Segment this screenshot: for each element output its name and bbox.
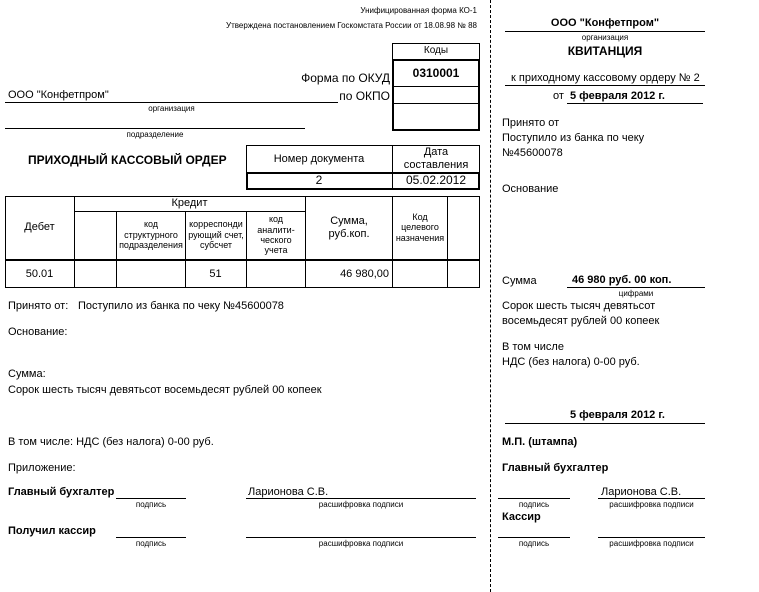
credit-header: Кредит (171, 197, 208, 210)
chief-accountant-label: Главный бухгалтер (8, 486, 115, 498)
unified-form-label: Унифицированная форма КО-1 (360, 6, 477, 15)
approval-note: Утверждена постановлением Госкомстата России от 18.08.98 № 88 (226, 21, 477, 30)
attachment-label: Приложение: (8, 462, 76, 474)
accepted-from-label: Принято от: (8, 300, 69, 312)
order-title: ПРИХОДНЫЙ КАССОВЫЙ ОРДЕР (28, 153, 227, 167)
organization-name: ООО "Конфетпром" (8, 89, 109, 101)
chief-accountant-name: Ларионова С.В. (248, 486, 329, 498)
analytic-code-header: код аналити-ческого учета (257, 214, 295, 256)
receipt-accepted-from-label: Принято от (502, 117, 560, 129)
cashier-received-label: Получил кассир (8, 525, 96, 537)
codes-label: Коды (423, 45, 449, 56)
accepted-from: Поступило из банка по чеку №45600078 (78, 300, 284, 312)
row-sum: 46 980,00 (340, 268, 389, 281)
doc-date-label: Дата составления (403, 146, 469, 171)
receipt-cashier-decoding-caption: расшифровка подписи (609, 539, 694, 548)
struct-code-header: код структурного подразделения (119, 219, 183, 251)
stamp-label: М.П. (штампа) (502, 436, 578, 448)
receipt-date-bottom: 5 февраля 2012 г. (570, 409, 665, 421)
receipt-sum-label: Сумма (502, 275, 537, 287)
receipt-sum-in-words: Сорок шесть тысяч девятьсот восемьдесят рублей 00 копеек (502, 300, 660, 327)
sum-header: Сумма, руб.коп. (328, 214, 370, 240)
receipt-order-reference: к приходному кассовому ордеру № 2 (511, 72, 700, 84)
receipt-title: КВИТАНЦИЯ (567, 44, 643, 58)
chief-signature-caption: подпись (135, 500, 167, 509)
basis-label: Основание: (8, 326, 68, 338)
corr-account-header: корреспонди рующий счет, субсчет (188, 219, 244, 251)
okpo-label: по ОКПО (339, 89, 390, 103)
receipt-organization-caption: организация (581, 33, 629, 42)
purpose-code-header: Код целевого назначения (395, 211, 445, 243)
receipt-basis-label: Основание (502, 183, 559, 195)
doc-number: 2 (315, 173, 323, 188)
okud-code: 0310001 (412, 66, 460, 80)
receipt-cashier-label: Кассир (502, 511, 541, 523)
receipt-from-label: от (553, 90, 564, 102)
debit-header: Дебет (24, 221, 55, 234)
cut-line (490, 0, 491, 592)
doc-date: 05.02.2012 (405, 173, 467, 188)
row-debit: 50.01 (25, 268, 54, 281)
receipt-cashier-signature-caption: подпись (518, 539, 550, 548)
receipt-date: 5 февраля 2012 г. (570, 90, 665, 102)
organization-caption: организация (148, 104, 195, 113)
row-corr-account: 51 (209, 268, 222, 281)
receipt-organization: ООО "Конфетпром" (550, 17, 660, 29)
receipt-including-label: В том числе (502, 341, 564, 353)
doc-number-label: Номер документа (273, 152, 365, 165)
receipt-chief-accountant-label: Главный бухгалтер (502, 462, 609, 474)
chief-decoding-caption: расшифровка подписи (318, 500, 404, 509)
receipt-chief-signature-caption: подпись (518, 500, 550, 509)
subdivision-caption: подразделение (126, 130, 184, 139)
receipt-accepted-from: Поступило из банка по чеку №45600078 (502, 132, 645, 159)
receipt-including-value: НДС (без налога) 0-00 руб. (502, 356, 640, 368)
sum-in-words: Сорок шесть тысяч девятьсот восемьдесят рублей 00 копеек (8, 384, 322, 396)
receipt-digits-caption: цифрами (618, 289, 654, 298)
sum-label: Сумма: (8, 368, 46, 380)
including-vat: В том числе: НДС (без налога) 0-00 руб. (8, 436, 214, 448)
cashier-signature-caption: подпись (135, 539, 167, 548)
receipt-sum-value: 46 980 руб. 00 коп. (572, 274, 672, 286)
receipt-chief-name: Ларионова С.В. (601, 486, 682, 498)
receipt-chief-decoding-caption: расшифровка подписи (609, 500, 694, 509)
okud-label: Форма по ОКУД (301, 71, 390, 85)
cashier-decoding-caption: расшифровка подписи (318, 539, 404, 548)
